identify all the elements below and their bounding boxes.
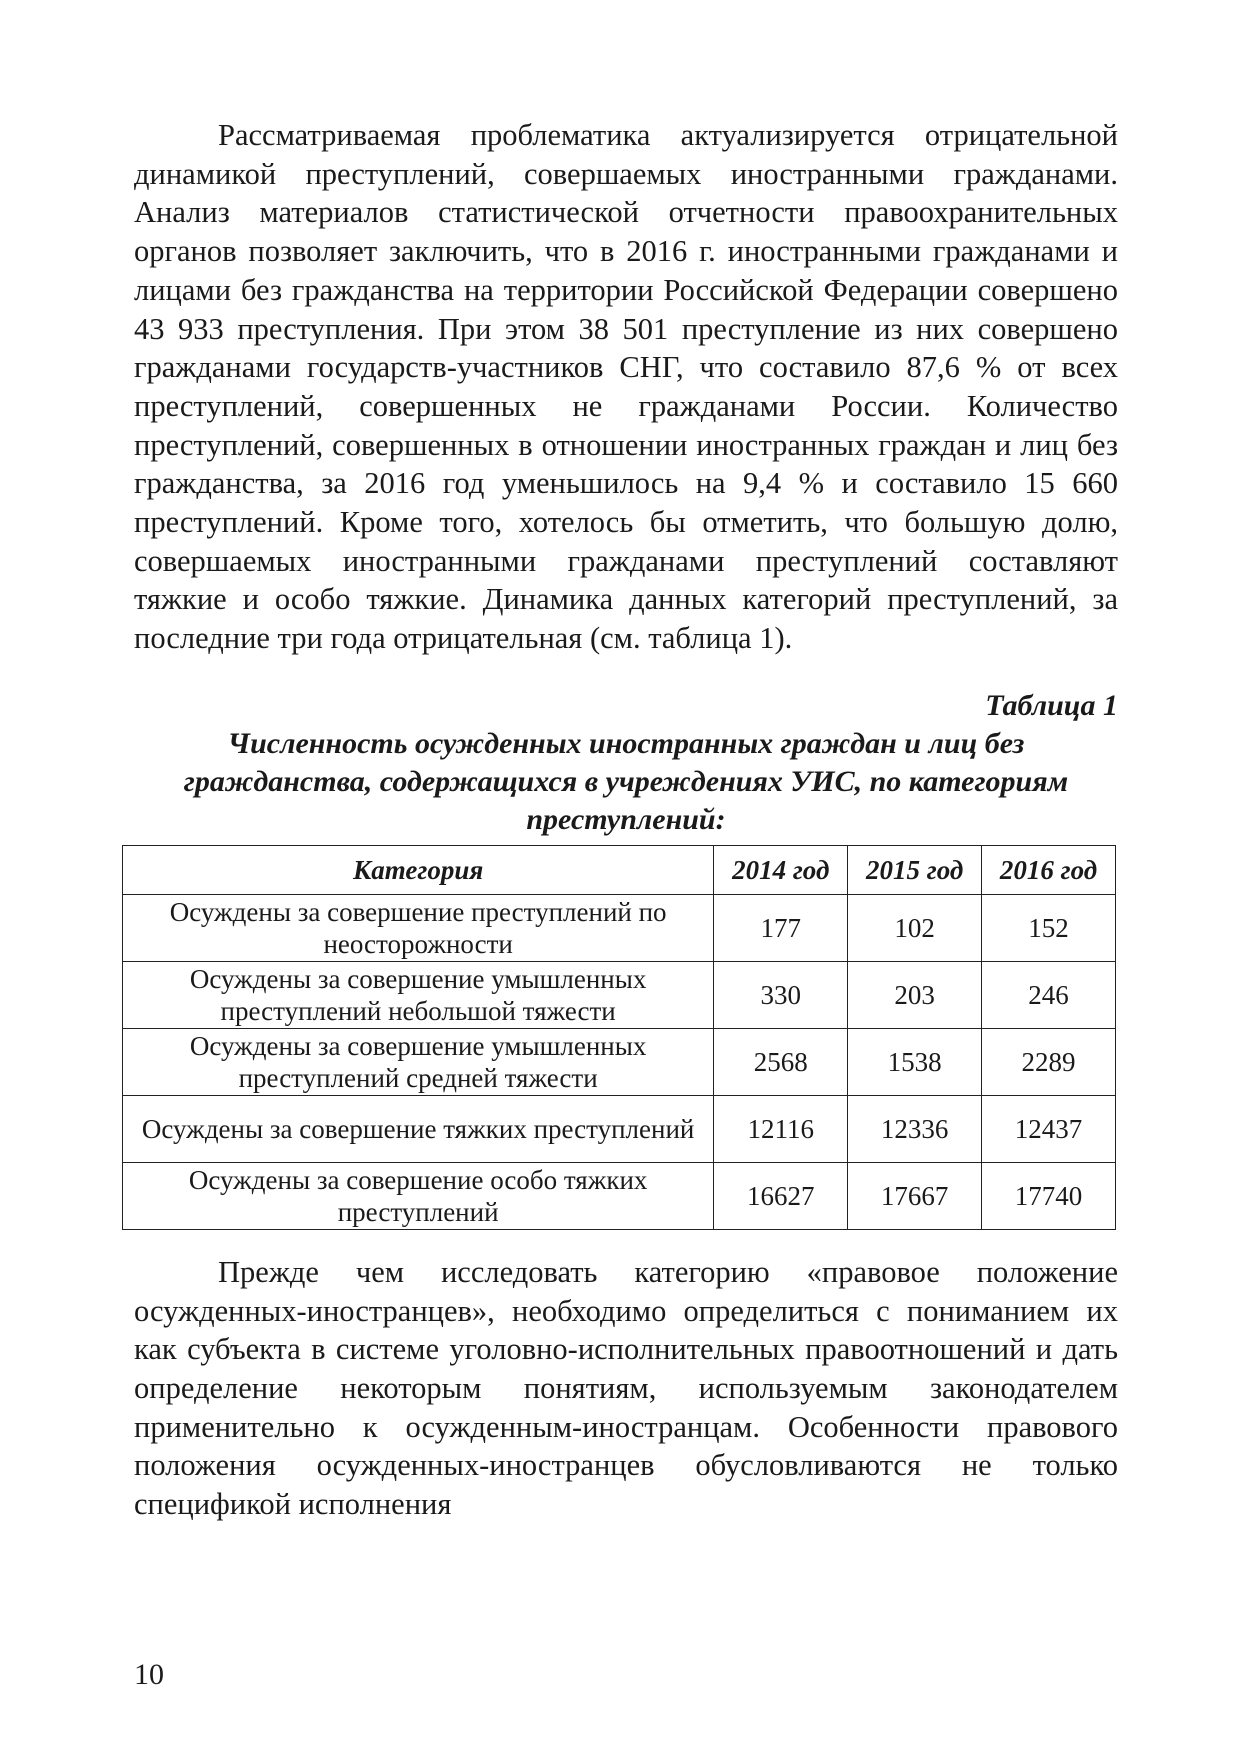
table-row	[123, 1028, 1116, 1095]
cell-2015: 12336	[848, 1095, 982, 1162]
table-row	[123, 1162, 1116, 1229]
row-category: Осуждены за совершение особо тяжких преступлений	[123, 1162, 714, 1229]
cell-2014: 12116	[714, 1095, 848, 1162]
row-category: Осуждены за совершение преступлений по неосторожности	[123, 894, 714, 961]
cell-2015: 17667	[848, 1162, 982, 1229]
row-category: Осуждены за совершение тяжких преступлений	[123, 1095, 714, 1162]
header-category: Категория	[123, 845, 714, 894]
page-content	[134, 116, 1118, 1524]
cell-2014: 177	[714, 894, 848, 961]
cell-2016: 152	[982, 894, 1116, 961]
cell-2015: 203	[848, 961, 982, 1028]
table-header-row	[123, 845, 1116, 894]
cell-2016: 246	[982, 961, 1116, 1028]
cell-2015: 102	[848, 894, 982, 961]
cell-2014: 330	[714, 961, 848, 1028]
header-2016: 2016 год	[982, 845, 1116, 894]
cell-2014: 2568	[714, 1028, 848, 1095]
table-row	[123, 894, 1116, 961]
table-caption: Численность осужденных иностранных граждан и лиц без гражданства, содержащихся в учреждениях УИС, по категориям преступлений:	[183, 726, 1069, 836]
convicts-table	[122, 845, 1116, 1230]
cell-2016: 17740	[982, 1162, 1116, 1229]
cell-2015: 1538	[848, 1028, 982, 1095]
body-paragraph-1: Рассматриваемая проблематика актуализируется отрицательной динамикой преступлений, совершаемых иностранными гражданами. Анализ материалов статистической отчетности правоохранительных органов позволяет заключить, что в 2016 г. иностранными гражданами и лицами без гражданства на территории Российской Федерации совершено 43 933 преступления. При этом 38 501 преступление из них совершено гражданами государств-участников СНГ, что составило 87,6 % от всех преступлений, совершенных не гражданами России. Количество преступлений, совершенных в отношении иностранных граждан и лиц без гражданства, за 2016 год уменьшилось на 9,4 % и составило 15 660 преступлений. Кроме того, хотелось бы отметить, что большую долю, совершаемых иностранными гражданами преступлений составляют тяжкие и особо тяжкие. Динамика данных категорий преступлений, за последние три года отрицательная (см. таблица 1).	[134, 118, 1118, 656]
row-category: Осуждены за совершение умышленных преступлений небольшой тяжести	[123, 961, 714, 1028]
page-number: 10	[134, 1658, 164, 1691]
cell-2016: 12437	[982, 1095, 1116, 1162]
cell-2014: 16627	[714, 1162, 848, 1229]
cell-2016: 2289	[982, 1028, 1116, 1095]
header-2015: 2015 год	[848, 845, 982, 894]
header-2014: 2014 год	[714, 845, 848, 894]
table-row	[123, 961, 1116, 1028]
row-category: Осуждены за совершение умышленных преступлений средней тяжести	[123, 1028, 714, 1095]
table-row	[123, 1095, 1116, 1162]
table-label: Таблица 1	[985, 688, 1118, 722]
body-paragraph-2: Прежде чем исследовать категорию «правовое положение осужденных-иностранцев», необходимо определиться с пониманием их как субъекта в системе уголовно-исполнительных правоотношений и дать определение некоторым понятиям, используемым законодателем применительно к осужденным-иностранцам. Особенности правового положения осужденных-иностранцев обусловливаются не только спецификой исполнения	[134, 1254, 1118, 1522]
